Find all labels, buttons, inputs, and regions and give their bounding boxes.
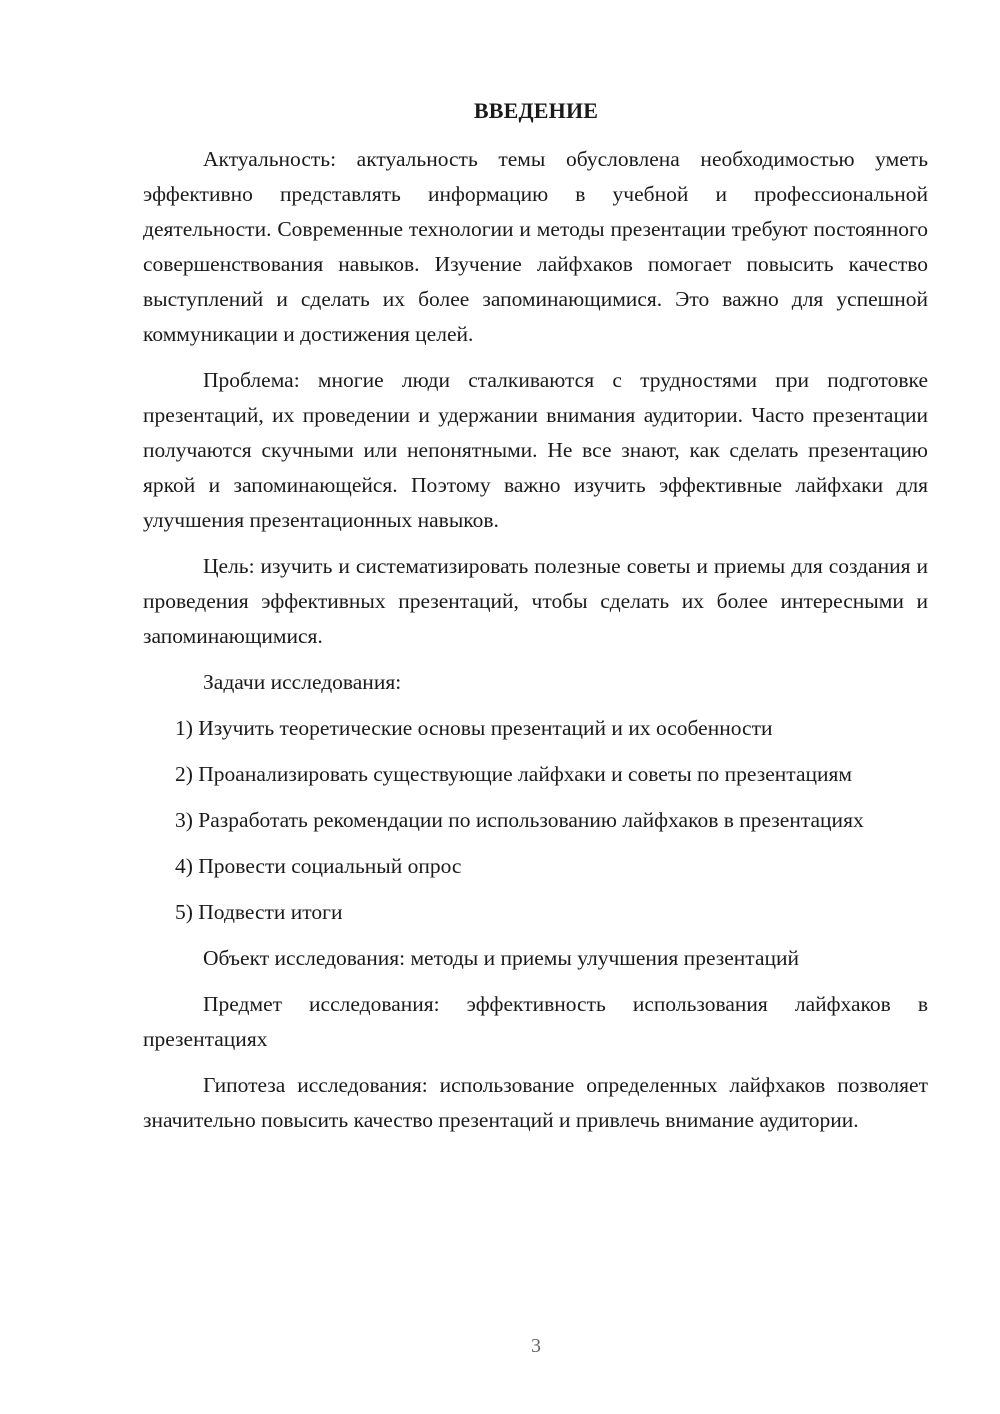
page-number: 3	[531, 1335, 541, 1357]
task-item-4: 4) Провести социальный опрос	[175, 854, 462, 878]
task-item-1: 1) Изучить теоретические основы презентаций и их особенности	[175, 716, 773, 740]
tasks-heading: Задачи исследования:	[203, 670, 402, 694]
task-item-3: 3) Разработать рекомендации по использованию лайфхаков в презентациях	[175, 808, 864, 832]
hypothesis-paragraph: Гипотеза исследования: использование определенных лайфхаков позволяет значительно повысить качество презентаций и привлечь внимание аудитории.	[143, 1073, 928, 1132]
subject-paragraph: Предмет исследования: эффективность использования лайфхаков в презентациях	[143, 992, 928, 1051]
object-paragraph: Объект исследования: методы и приемы улучшения презентаций	[203, 946, 800, 970]
task-item-2: 2) Проанализировать существующие лайфхаки и советы по презентациям	[175, 762, 852, 786]
relevance-paragraph: Актуальность: актуальность темы обусловлена необходимостью уметь эффективно представлять информацию в учебной и профессиональной деятельности. Современные технологии и методы презентации требуют постоянного совершенствования навыков. Изучение лайфхаков помогает повысить качество выступлений и сделать их более запоминающимися. Это важно для успешной коммуникации и достижения целей.	[143, 147, 928, 346]
section-heading: ВВЕДЕНИЕ	[473, 98, 599, 123]
task-item-5: 5) Подвести итоги	[175, 900, 343, 924]
goal-paragraph: Цель: изучить и систематизировать полезные советы и приемы для создания и проведения эффективных презентаций, чтобы сделать их более интересными и запоминающимися.	[143, 554, 928, 648]
body-text	[143, 142, 928, 1138]
problem-paragraph: Проблема: многие люди сталкиваются с трудностями при подготовке презентаций, их проведении и удержании внимания аудитории. Часто презентации получаются скучными или непонятными. Не все знают, как сделать презентацию яркой и запоминающейся. Поэтому важно изучить эффективные лайфхаки для улучшения презентационных навыков.	[143, 368, 928, 532]
